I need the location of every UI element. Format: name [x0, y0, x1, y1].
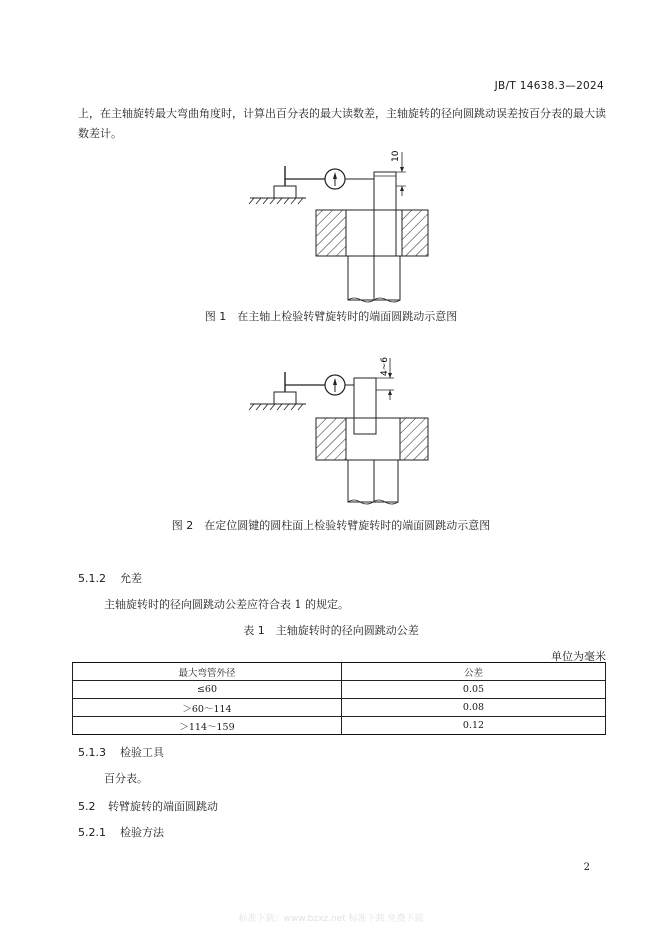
table-1-title: 表 1 主轴旋转时的径向圆跳动公差: [243, 624, 419, 637]
section-title: 检验工具: [120, 746, 164, 759]
section-title: 检验方法: [120, 826, 164, 839]
section-title: 允差: [120, 572, 142, 585]
section-number: 5.1.3: [78, 746, 106, 759]
section-number: 5.1.2: [78, 572, 106, 585]
table-cell: ＞114～159: [73, 717, 342, 735]
section-title: 转臂旋转的端面圆跳动: [108, 800, 218, 813]
table-row: [73, 681, 606, 699]
standard-number: JB/T 14638.3—2024: [494, 80, 604, 92]
intro-paragraph: 上，在主轴旋转最大弯曲角度时，计算出百分表的最大读数差，主轴旋转的径向圆跳动误差按百分表的最大读数差计。: [78, 107, 606, 140]
figure-2-dim-label: 4~6: [380, 357, 390, 376]
section-5-1-3-text: 百分表。: [104, 772, 148, 785]
section-5-2-heading: [78, 798, 218, 814]
table-cell: 0.12: [342, 717, 606, 735]
figure-1-diagram: [236, 148, 436, 308]
table-cell: ≤60: [73, 681, 342, 699]
table-header-row: [73, 663, 606, 681]
table-header-cell: 最大弯管外径: [73, 663, 342, 681]
table-header-cell: 公差: [342, 663, 606, 681]
table-cell: 0.08: [342, 699, 606, 717]
tolerance-table: [72, 662, 606, 735]
figure-1-caption: 图 1 在主轴上检验转臂旋转时的端面圆跳动示意图: [204, 310, 458, 323]
section-5-1-2-heading: [78, 570, 142, 586]
section-5-2-1-heading: [78, 824, 164, 840]
section-number: 5.2.1: [78, 826, 106, 839]
table-cell: ＞60～114: [73, 699, 342, 717]
table-cell: 0.05: [342, 681, 606, 699]
table-1-unit: 单位为毫米: [551, 650, 606, 663]
page-number: 2: [583, 862, 590, 873]
figure-2-diagram: [236, 350, 436, 510]
section-5-1-3-heading: [78, 744, 164, 760]
table-row: [73, 699, 606, 717]
figure-2-caption: 图 2 在定位圆键的圆柱面上检验转臂旋转时的端面圆跳动示意图: [171, 519, 491, 532]
table-row: [73, 717, 606, 735]
section-number: 5.2: [78, 800, 96, 813]
figure-1-dim-label: 10: [391, 150, 401, 162]
watermark: 标准下载：www.bzxz.net 标准下载 免费下载: [238, 914, 424, 924]
section-5-1-2-text: 主轴旋转时的径向圆跳动公差应符合表 1 的规定。: [104, 598, 349, 611]
